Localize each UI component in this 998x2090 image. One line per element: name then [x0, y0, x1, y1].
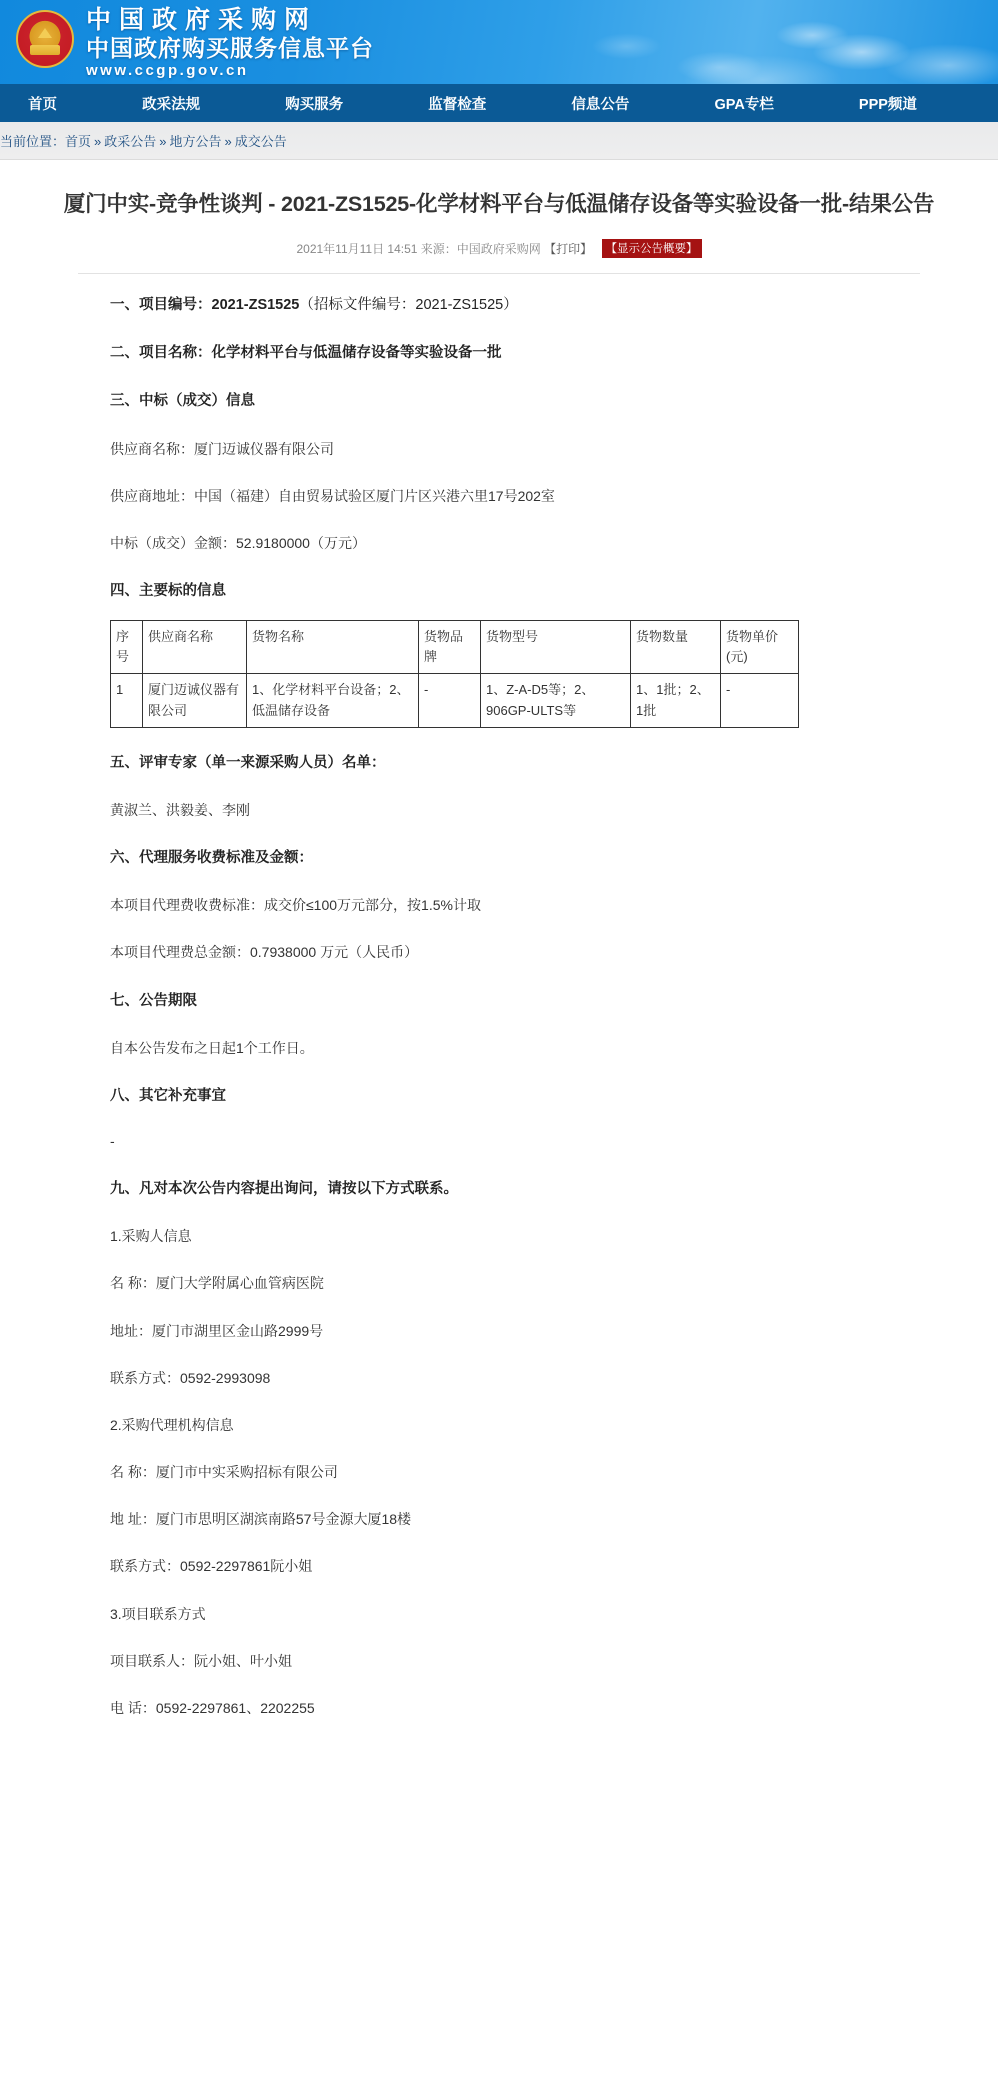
- breadcrumb-prefix: 当前位置：: [0, 134, 66, 149]
- section-1-project-number: [110, 292, 888, 318]
- cell-unit-price: -: [721, 674, 799, 727]
- banner-text-block: [86, 6, 374, 79]
- page-title: 厦门中实-竞争性谈判 - 2021-ZS1525-化学材料平台与低温储存设备等实验设备一批-结果公告: [63, 192, 935, 216]
- site-title-primary: 中国政府采购网: [86, 6, 318, 34]
- section-9-heading: 九、凡对本次公告内容提出询问，请按以下方式联系。: [110, 1181, 458, 1198]
- section-7-heading: 七、公告期限: [110, 992, 197, 1009]
- nav-items-container: [0, 93, 998, 114]
- publish-date: 2021年11月11日 14:51: [296, 242, 418, 257]
- cell-goods-name: 1、化学材料平台设备；2、低温储存设备: [247, 674, 419, 727]
- agency-fee-standard: 本项目代理费收费标准：成交价≤100万元部分，按1.5%计取: [110, 897, 481, 914]
- supplier-name: 供应商名称：厦门迈诚仪器有限公司: [110, 440, 334, 457]
- col-header-index: 序号: [111, 621, 143, 674]
- contact-purchaser-heading: 1.采购人信息: [110, 1228, 192, 1245]
- project-contact-phone: 电 话：0592-2297861、2202255: [110, 1700, 315, 1717]
- table-row: [111, 674, 799, 727]
- col-header-quantity: 货物数量: [631, 621, 721, 674]
- contact-project-heading: 3.项目联系方式: [110, 1605, 206, 1622]
- agency-address: 地 址：厦门市思明区湖滨南路57号金源大厦18楼: [110, 1511, 412, 1528]
- breadcrumb-bar: [0, 122, 998, 160]
- contact-agency-heading: 2.采购代理机构信息: [110, 1416, 234, 1433]
- section-2-value: 化学材料平台与低温储存设备等实验设备一批: [211, 345, 502, 362]
- section-1-note: （招标文件编号：2021-ZS1525）: [299, 297, 518, 314]
- breadcrumb: [0, 131, 287, 150]
- goods-table-head: [111, 621, 799, 674]
- agency-name: 名 称：厦门市中实采购招标有限公司: [110, 1464, 338, 1481]
- nav-item-regulations[interactable]: 政采法规: [142, 96, 201, 113]
- table-header-row: [111, 621, 799, 674]
- show-summary-button[interactable]: 【显示公告概要】: [602, 239, 702, 258]
- nav-item-purchase-services[interactable]: 购买服务: [285, 96, 344, 113]
- nav-item-ppp[interactable]: PPP频道: [858, 96, 917, 113]
- cell-index: 1: [111, 674, 143, 727]
- col-header-supplier: 供应商名称: [143, 621, 247, 674]
- col-header-model: 货物型号: [481, 621, 631, 674]
- nav-item-home[interactable]: 首页: [28, 96, 57, 113]
- agency-phone: 联系方式：0592-2297861阮小姐: [110, 1558, 313, 1575]
- nav-item-announcements[interactable]: 信息公告: [571, 96, 630, 113]
- supplier-address: 供应商地址：中国（福建）自由贸易试验区厦门片区兴港六里17号202室: [110, 487, 555, 504]
- site-banner: [0, 0, 998, 84]
- goods-table-body: [111, 674, 799, 727]
- section-1-label: 一、项目编号：: [110, 297, 212, 314]
- purchaser-phone: 联系方式：0592-2993098: [110, 1369, 271, 1386]
- article-source: 来源：中国政府采购网: [420, 242, 541, 257]
- col-header-goods-name: 货物名称: [247, 621, 419, 674]
- goods-table: [110, 620, 799, 728]
- col-header-brand: 货物品牌: [419, 621, 481, 674]
- nav-item-gpa[interactable]: GPA专栏: [714, 96, 774, 113]
- breadcrumb-separator: »: [224, 134, 232, 149]
- main-navigation: [0, 84, 998, 122]
- announcement-body: [0, 274, 998, 1761]
- banner-cloud-decoration: [379, 0, 998, 84]
- project-contact-person: 项目联系人：阮小姐、叶小姐: [110, 1652, 292, 1669]
- section-2-project-name: [110, 340, 888, 366]
- breadcrumb-item-result-announcements[interactable]: 成交公告: [234, 134, 287, 149]
- cell-quantity: 1、1批；2、1批: [631, 674, 721, 727]
- section-5-heading: 五、评审专家（单一来源采购人员）名单：: [110, 754, 386, 771]
- section-8-heading: 八、其它补充事宜: [110, 1087, 226, 1104]
- announcement-period: 自本公告发布之日起1个工作日。: [110, 1039, 314, 1056]
- cell-model: 1、Z-A-D5等；2、906GP-ULTS等: [481, 674, 631, 727]
- cell-brand: -: [419, 674, 481, 727]
- section-4-heading: 四、主要标的信息: [110, 583, 226, 600]
- section-2-label: 二、项目名称：: [110, 345, 212, 362]
- section-1-value: 2021-ZS1525: [211, 297, 300, 314]
- article-header: [0, 160, 998, 274]
- breadcrumb-item-local-announcements[interactable]: 地方公告: [169, 134, 222, 149]
- section-3-heading: 三、中标（成交）信息: [110, 393, 255, 410]
- china-national-emblem-icon: [16, 10, 74, 68]
- other-matters-value: -: [110, 1132, 115, 1149]
- breadcrumb-item-gov-announcements[interactable]: 政采公告: [104, 134, 157, 149]
- col-header-unit-price: 货物单价(元): [721, 621, 799, 674]
- print-button[interactable]: 【打印】: [544, 242, 593, 257]
- winning-amount: 中标（成交）金额：52.9180000（万元）: [110, 534, 366, 551]
- section-6-heading: 六、代理服务收费标准及金额：: [110, 850, 313, 867]
- review-experts-list: 黄淑兰、洪毅姜、李刚: [110, 801, 250, 818]
- purchaser-name: 名 称：厦门大学附属心血管病医院: [110, 1275, 324, 1292]
- cell-supplier: 厦门迈诚仪器有限公司: [143, 674, 247, 727]
- agency-fee-total: 本项目代理费总金额：0.7938000 万元（人民币）: [110, 944, 419, 961]
- nav-item-supervision[interactable]: 监督检查: [428, 96, 487, 113]
- article-meta: [18, 240, 980, 259]
- breadcrumb-item-home[interactable]: 首页: [65, 134, 92, 149]
- site-url: www.ccgp.gov.cn: [86, 62, 249, 80]
- breadcrumb-separator: »: [159, 134, 167, 149]
- site-title-secondary: 中国政府购买服务信息平台: [86, 34, 374, 61]
- purchaser-address: 地址：厦门市湖里区金山路2999号: [110, 1322, 324, 1339]
- breadcrumb-separator: »: [94, 134, 102, 149]
